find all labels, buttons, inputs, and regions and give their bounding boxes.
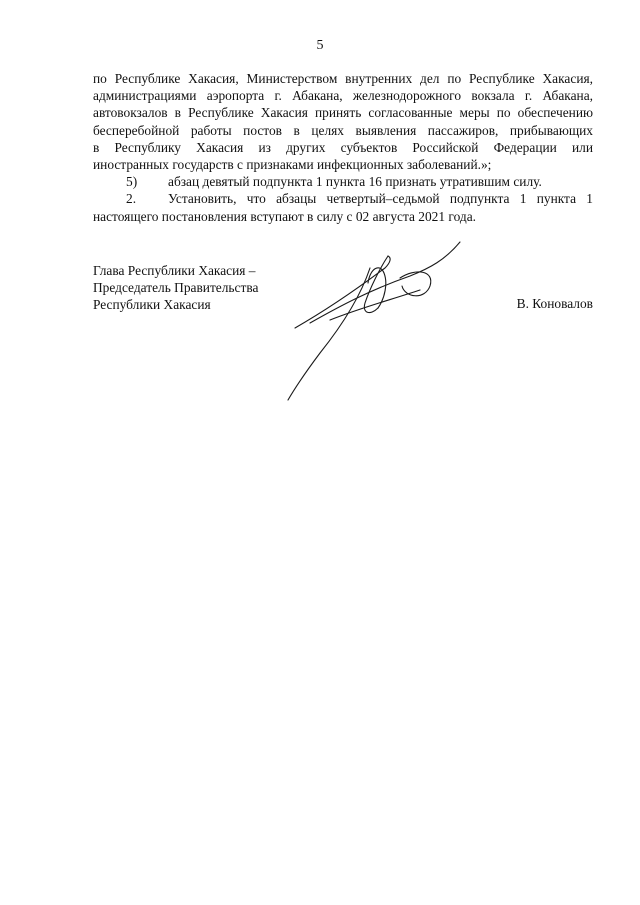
list-item-text: абзац девятый подпункта 1 пункта 16 признать утратившим силу. xyxy=(168,174,542,190)
signatory-title-line: Председатель Правительства xyxy=(93,280,259,296)
signatory-title xyxy=(93,262,258,314)
paragraph-line: администрациями аэропорта г. Абакана, железнодорожного вокзала г. Абакана, xyxy=(93,88,593,104)
paragraph-line: по Республике Хакасия, Министерством внутренних дел по Республике Хакасия, xyxy=(93,71,593,86)
signatory-title-line: Республики Хакасия xyxy=(93,297,211,313)
document-body xyxy=(93,70,593,225)
page-number: 5 xyxy=(316,38,324,53)
list-item-2 xyxy=(93,190,593,207)
list-item-continuation: настоящего постановления вступают в силу с 02 августа 2021 года. xyxy=(93,208,476,224)
signatory-title-line: Глава Республики Хакасия – xyxy=(93,263,256,278)
paragraph-line: в Республику Хакасия из других субъектов Российской Федерации или xyxy=(93,139,593,155)
paragraph-line: автовокзалов в Республике Хакасия принять согласованные меры по обеспечению xyxy=(93,105,593,121)
list-item-text: Установить, что абзацы четвертый–седьмой подпункта 1 пункта 1 xyxy=(168,191,593,207)
signatory-name: В. Коновалов xyxy=(516,296,593,311)
paragraph-line: бесперебойной работы постов в целях выявления пассажиров, прибывающих xyxy=(93,122,593,138)
list-item-number: 5) xyxy=(126,174,138,190)
list-item-number: 2. xyxy=(126,191,137,207)
paragraph-line: иностранных государств с признаками инфекционных заболеваний.»; xyxy=(93,157,492,173)
list-item-5 xyxy=(93,173,593,190)
handwritten-signature xyxy=(270,228,470,408)
